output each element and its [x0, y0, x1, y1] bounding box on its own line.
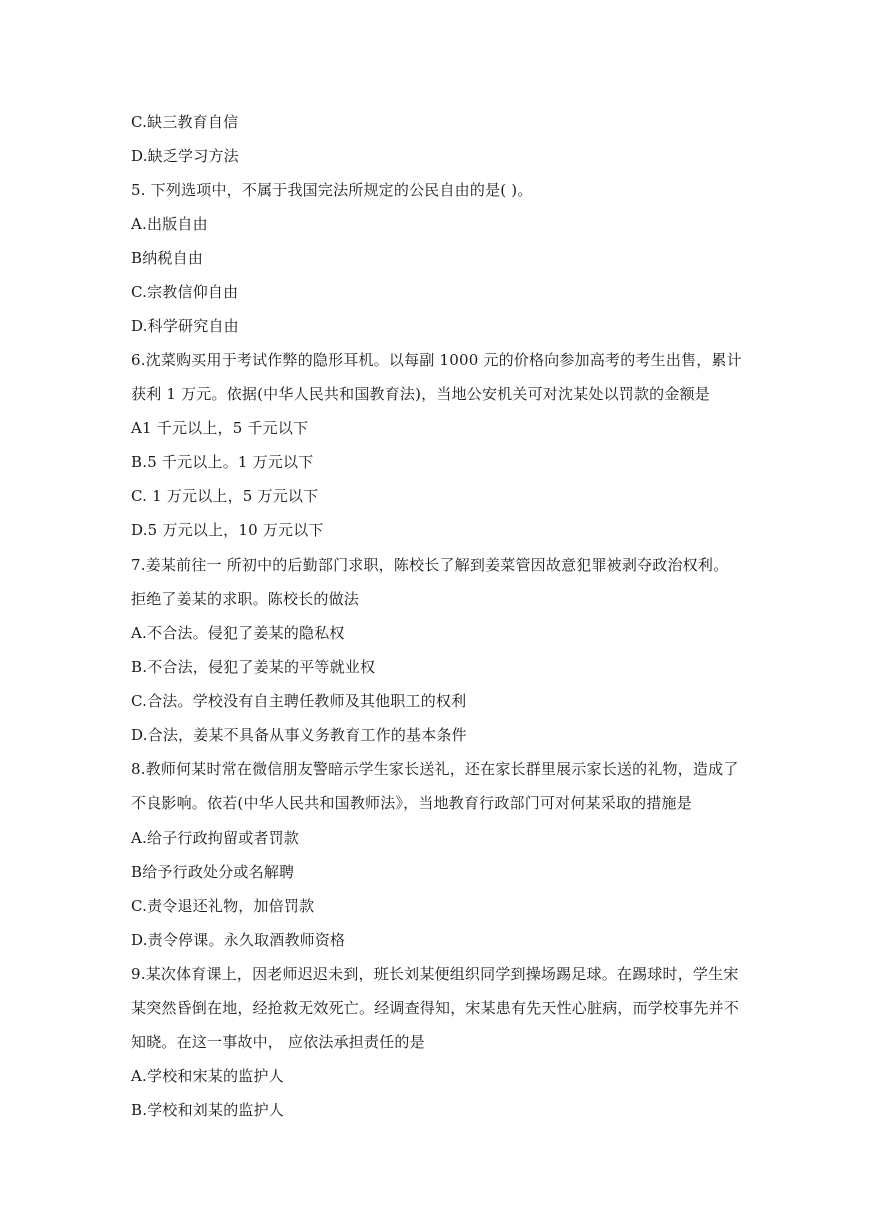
- question-9-line-1: 9.某次体育课上，因老师迟迟未到，班长刘某便组织同学到操场踢足球。在踢球时，学生宋: [131, 965, 739, 983]
- option-d-q6: D.5 万元以上，10 万元以下: [131, 521, 324, 539]
- question-5: 5. 下列选项中，不属于我国完法所规定的公民自由的是( )。: [131, 181, 533, 199]
- question-8-line-2: 不良影响。依若(中华人民共和国教师法》，当地教育行政部门可对何某采取的措施是: [131, 794, 692, 812]
- option-c-q6: C. 1 万元以上，5 万元以下: [131, 487, 319, 505]
- question-9-line-2: 某突然昏倒在地，经抢救无效死亡。经调查得知，宋某患有先天性心脏病，而学校事先并不: [131, 999, 740, 1017]
- option-d-q7: D.合法，姜某不具备从事义务教育工作的基本条件: [131, 726, 467, 744]
- option-a-q7: A.不合法。侵犯了姜某的隐私权: [131, 624, 345, 642]
- option-a-q6: A1 千元以上，5 千元以下: [131, 419, 309, 437]
- option-c-q4: C.缺三教育自信: [131, 113, 239, 131]
- option-b-q9: B.学校和刘某的监护人: [131, 1101, 284, 1119]
- question-6-line-1: 6.沈菜购买用于考试作弊的隐形耳机。以每副 1000 元的价格向参加高考的考生出售，累计: [131, 351, 742, 369]
- option-a-q9: A.学校和宋某的监护人: [131, 1067, 284, 1085]
- option-c-q8: C.责令退还礼物，加倍罚款: [131, 897, 315, 915]
- option-b-q8: B给予行政处分或名解聘: [131, 863, 295, 881]
- question-7-line-1: 7.姜某前往一 所初中的后勤部门求职，陈校长了解到姜菜管因故意犯罪被剥夺政治权利。: [131, 556, 729, 574]
- option-d-q5: D.科学研究自由: [131, 317, 239, 335]
- option-c-q5: C.宗教信仰自由: [131, 283, 239, 301]
- option-b-q7: B.不合法，侵犯了姜某的平等就业权: [131, 658, 376, 676]
- question-6-line-2: 获利 1 万元。依据(中华人民共和国教育法)，当地公安机关可对沈某处以罚款的金额是: [131, 385, 710, 403]
- question-9-line-3: 知晓。在这一事故中， 应依法承担责任的是: [131, 1033, 425, 1051]
- option-a-q5: A.出版自由: [131, 215, 208, 233]
- option-d-q8: D.责令停课。永久取酒教师资格: [131, 931, 346, 949]
- option-c-q7: C.合法。学校没有自主聘任教师及其他职工的权利: [131, 692, 467, 710]
- option-b-q5: B纳税自由: [131, 249, 204, 267]
- question-7-line-2: 拒绝了姜某的求职。陈校长的做法: [131, 590, 360, 608]
- question-8-line-1: 8.教师何某时常在微信朋友警暗示学生家长送礼，还在家长群里展示家长送的礼物，造成了: [131, 760, 739, 778]
- option-d-q4: D.缺乏学习方法: [131, 147, 239, 165]
- option-b-q6: B.5 千元以上。1 万元以下: [131, 453, 314, 471]
- option-a-q8: A.给子行政拘留或者罚款: [131, 829, 300, 847]
